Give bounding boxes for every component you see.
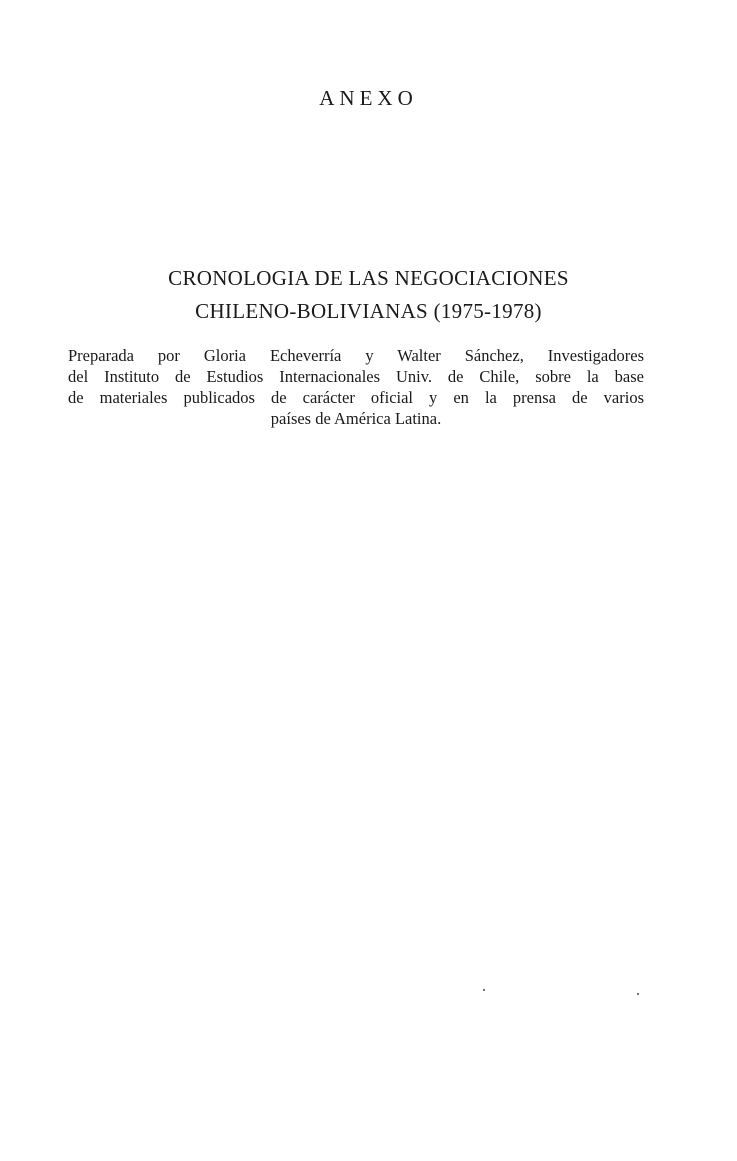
intro-line-3: de materiales publicados de carácter oficial y en la prensa de varios	[68, 388, 644, 407]
chronology-title	[0, 262, 737, 328]
intro-line-1: Preparada por Gloria Echeverría y Walter Sánchez, Investigadores	[68, 346, 644, 365]
scan-speck	[637, 993, 639, 995]
intro-paragraph	[68, 345, 644, 429]
scan-speck	[483, 989, 485, 991]
intro-line-2: del Instituto de Estudios Internacionales Univ. de Chile, sobre la base	[68, 367, 644, 386]
chronology-title-line-2: CHILENO-BOLIVIANAS (1975-1978)	[195, 299, 542, 323]
annex-heading: ANEXO	[319, 86, 418, 110]
chronology-title-line-1: CRONOLOGIA DE LAS NEGOCIACIONES	[168, 266, 569, 290]
intro-line-4: países de América Latina.	[270, 409, 442, 428]
